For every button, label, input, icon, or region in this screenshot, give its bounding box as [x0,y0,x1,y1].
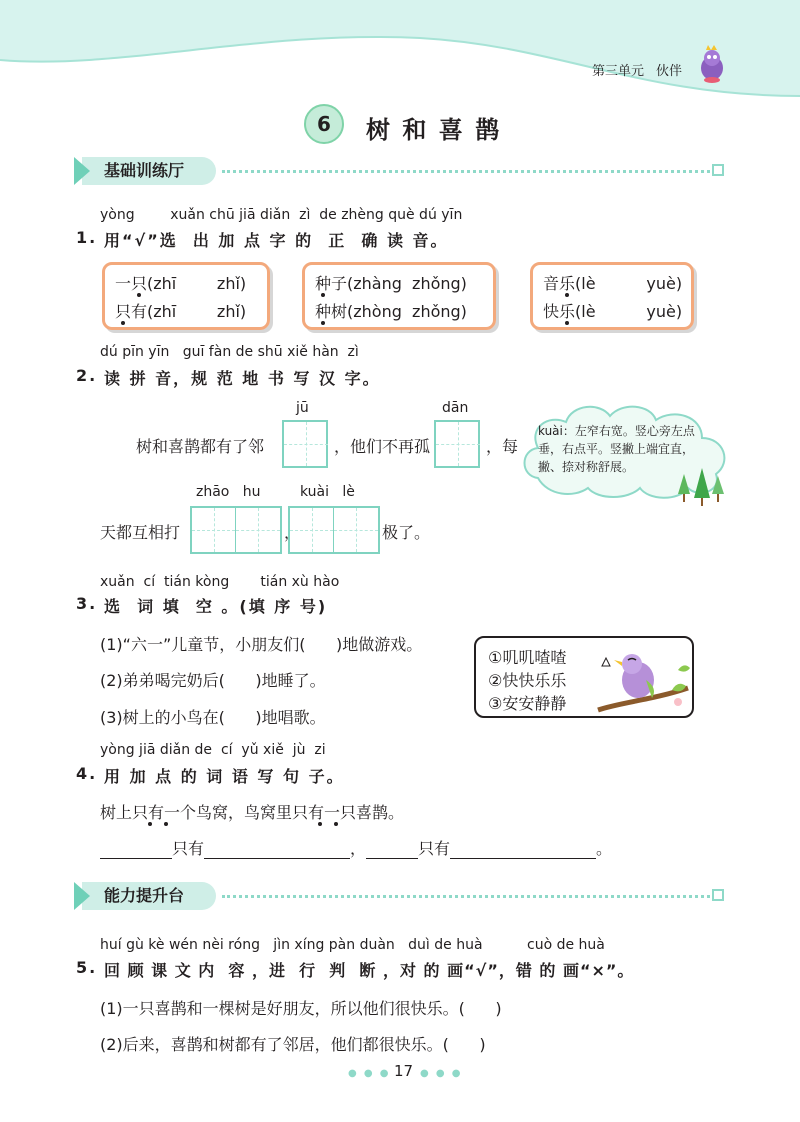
unit-name: 伙伴 [656,64,683,79]
q1-box-zhong [302,262,496,330]
q5-text: 回 顾 课 文 内 容 ，进 行 判 断 ，对 的 画“√”，错 的 画“×”。 [104,961,635,980]
unit-label: 第三单元 [592,64,645,79]
section-banner-advanced [82,882,216,910]
q1-box-zhong-line2: 种树(zhòng zhǒng) [315,302,467,321]
emphasis-dot [164,822,168,826]
footer-dots-right: ● ● ● [420,1068,463,1079]
q1-box-le-line2: 快乐(lè yuè) [543,302,683,321]
q3-item-3: (3)树上的小鸟在( )地唱歌。 [100,708,326,727]
footer-dots-left: ● ● ● [348,1068,391,1079]
q1-box-zhi-line2: 只有(zhī zhǐ) [115,302,247,321]
emphasis-dot [565,293,569,297]
q2-writing-grid-dan[interactable] [434,420,480,468]
q2-line2-a: 天都互相打 [100,523,181,542]
q2-line2-b: ， [284,523,301,542]
q2-writing-grid-ju[interactable] [282,420,328,468]
emphasis-dot [137,293,141,297]
q1-pinyin: yòng xuǎn chū jiā diǎn zì de zhèng què dú yīn [100,207,463,223]
section-end-square [712,164,724,176]
q2-pinyin-dan: dān [442,400,469,416]
q3-pinyin: xuǎn cí tián kòng tián xù hào [100,574,340,590]
q1-box-zhi-line1: 一只(zhī zhǐ) [115,274,247,293]
q2-pinyin-kuaile: kuài lè [300,484,355,500]
q1-text: 用“√”选 出 加 点 字 的 正 确 读 音。 [104,231,449,250]
q3-option-1: ①叽叽喳喳 [488,648,567,667]
q1-number: 1. [76,228,98,247]
q5-number: 5. [76,958,98,977]
emphasis-dot [321,293,325,297]
q4-blank-2[interactable] [204,843,350,859]
q4-blank-1[interactable] [100,843,172,859]
q4-number: 4. [76,764,98,783]
q1-box-le [530,262,694,330]
bird-mascot-icon [694,44,730,84]
q3-number: 3. [76,594,98,613]
q5-item-1: (1)一只喜鹊和一棵树是好朋友，所以他们很快乐。( ) [100,999,502,1018]
q2-pinyin-ju: jū [296,400,309,416]
q2-number: 2. [76,366,98,385]
q3-text: 选 词 填 空 。(填 序 号) [104,597,328,616]
section-title-basic: 基础训练厅 [104,161,185,180]
lesson-title: 树 和 喜 鹊 [366,116,502,144]
q2-line1-c: ，每 [486,437,519,456]
q2-text: 读 拼 音，规 范 地 书 写 汉 字。 [104,369,381,388]
q2-pinyin: dú pīn yīn guī fàn de shū xiě hàn zì [100,344,359,360]
q4-blank-4[interactable] [450,843,596,859]
emphasis-dot [334,822,338,826]
q5-pinyin: huí gù kè wén nèi róng jìn xíng pàn duàn duì de huà cuò de huà [100,937,605,953]
emphasis-dot [565,321,569,325]
header-wave [0,0,800,110]
q1-box-zhi [102,262,270,330]
q2-writing-grid-zhaohu[interactable] [190,506,282,554]
q4-comma: ， [350,839,367,858]
lesson-number: 6 [317,112,331,136]
q4-end: 。 [596,839,613,858]
q2-line1-b: ，他们不再孤 [334,437,431,456]
q1-box-le-line1: 音乐(lè yuè) [543,274,683,293]
section-end-square [712,889,724,901]
q4-pinyin: yòng jiā diǎn de cí yǔ xiě jù zi [100,742,326,758]
page-number: 17 [394,1062,414,1080]
q4-blank-3[interactable] [366,843,418,859]
q2-line2-c: 极了。 [382,523,431,542]
q2-pinyin-zhaohu: zhāo hu [196,484,261,500]
section-title-advanced: 能力提升台 [104,886,185,905]
q3-option-3: ③安安静静 [488,694,567,713]
emphasis-dot [148,822,152,826]
q3-item-1: (1)“六一”儿童节，小朋友们( )地做游戏。 [100,635,423,654]
emphasis-dot [121,321,125,325]
q2-tip-text: kuài：左窄右宽。竖心旁左点垂，右点平。竖撇上端宜直，撇、捺对称舒展。 [538,424,695,474]
section-divider [222,895,710,898]
q5-item-2: (2)后来，喜鹊和树都有了邻居，他们都很快乐。( ) [100,1035,486,1054]
q2-writing-grid-kuaile[interactable] [288,506,380,554]
q3-option-2: ②快快乐乐 [488,671,567,690]
section-banner-basic [82,157,216,185]
emphasis-dot [321,321,325,325]
q4-word-2: 只有 [418,839,451,858]
section-divider [222,170,710,173]
bird-on-branch-icon [592,640,696,718]
q4-text: 用 加 点 的 词 语 写 句 子。 [104,767,345,786]
emphasis-dot [318,822,322,826]
q1-box-zhong-line1: 种子(zhàng zhǒng) [315,274,467,293]
q2-line1-a: 树和喜鹊都有了邻 [136,437,265,456]
q4-word-1: 只有 [172,839,205,858]
q4-example: 树上只有一个鸟窝，鸟窝里只有一只喜鹊。 [100,803,405,822]
lesson-number-badge [304,104,344,144]
q3-item-2: (2)弟弟喝完奶后( )地睡了。 [100,671,326,690]
q4-answer-line [100,836,612,859]
